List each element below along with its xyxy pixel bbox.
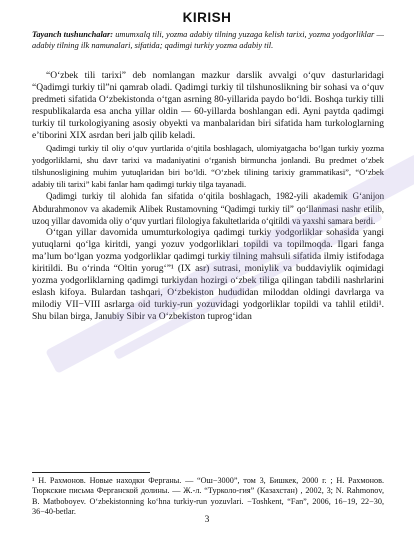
paragraph-1: “O‘zbek tili tarixi” deb nomlangan mazkur darslik avvalgi o‘quv dasturlaridagi “Qadimgi turkiy til”ni qamrab oladi. Qadimgi turkiy til tilshunoslikning bir sohasi va o‘quv predmeti sifatida O‘zbekistonda o‘tgan asrning 80-yillarida paydo bo‘ldi. Boshqa turkiy tilli respublikalarda esa ancha yillar oldin — 60-yillarda boshlangan edi. Ayni paytda qadimgi turkiy til turkologiyaning asosiy obyekti va manbalaridan biri sifatida ham turkologlarning e’tiborini XIX asrdan beri jalb qilib keladi.	[32, 71, 384, 142]
paragraph-4: O‘tgan yillar davomida umumturkologiya qadimgi turkiy yodgorliklar sohasida yangi yutuqlarni qo‘lga kiritdi, yangi yozuv yodgorliklari topildi va topilmoqda. Ilgari fanga ma’lum bo‘lgan yozma yodgorliklar qadimgi turkiy tilning mahsuli sifatida ilmiy istifodaga kiritildi. Bu o‘rinda “Oltin yorug‘”¹ (IX asr) sutrasi, moniylik va buddaviylik oqimidagi yozma yodgorliklarning qadimgi turkiydan hozirgi o‘zbek tiliga qilingan tabdili nashrlarini eslash kifoya. Bulardan tashqari, O‘zbekiston hududidan miloddan oldingi davrlarga va milodiy VII−VIII asrlarga oid turkiy-run yozuvidagi yodgorliklar topildi va tahlil etildi¹. Shu bilan birga, Janubiy Sibir va O‘zbekiston tuprog‘idan	[32, 227, 384, 322]
page-title: KIRISH	[182, 10, 232, 25]
footnote: ¹ Н. Рахмонов. Новые находки Ферганы. — “Ош−3000”, том 3, Бишкек, 2000 г. ; Н. Рахмонов. Тюркские письма Ферганской долины. — Ж.-л. “Турколо-гия” (Казахстан) , 2002, 3; N. Rahmonov, B. Matboboyev. O‘zbekistonning ko‘hna turkiy-run yozuvlari. −Toshkent, “Fan”, 2006, 16−19, 22−30, 36−40-betlar.	[32, 476, 384, 517]
body-text	[32, 70, 384, 323]
key-concepts-text: umumxalq tili, yozma adabiy tilning yuzaga kelish tarixi, yozma yodgorliklar — adabiy tilning ilk namunalari, sifatida; qadimgi turkiy yozma adabiy til.	[32, 30, 384, 50]
page-number: 3	[204, 515, 210, 525]
footnote-divider	[32, 472, 150, 473]
key-concepts	[32, 30, 384, 51]
paragraph-2: Qadimgi turkiy til oliy o‘quv yurtlarida o‘qitila boshlagach, ulomiyatgacha bo‘lgan turkiy yozma yodgorliklarni, shu davr tarixi va madaniyatini o‘rganish birmuncha jonlandi. Bu predmet o‘zbek tilshunosligining muhim yutuqlaridan biri bo‘ldi. “O‘zbek tilining tarixiy grammatikasi”, “O‘zbek adabiy tili tarixi” kabi fanlar ham qadimgi turkiy tilga tayanadi.	[32, 143, 384, 190]
paragraph-3: Qadimgi turkiy til alohida fan sifatida o‘qitila boshlagach, 1982-yili akademik G‘anijon Abdurahmonov va akademik Alibek Rustamovning “Qadimgi turkiy til” qo‘llanmasi nashr etilib, uzoq yillar davomida oliy o‘quv yurtlari filologiya fakultetlarida o‘qitildi va yaxshi samara berdi.	[32, 191, 384, 226]
key-concepts-label: Tayanch tushunchalar:	[32, 30, 114, 39]
